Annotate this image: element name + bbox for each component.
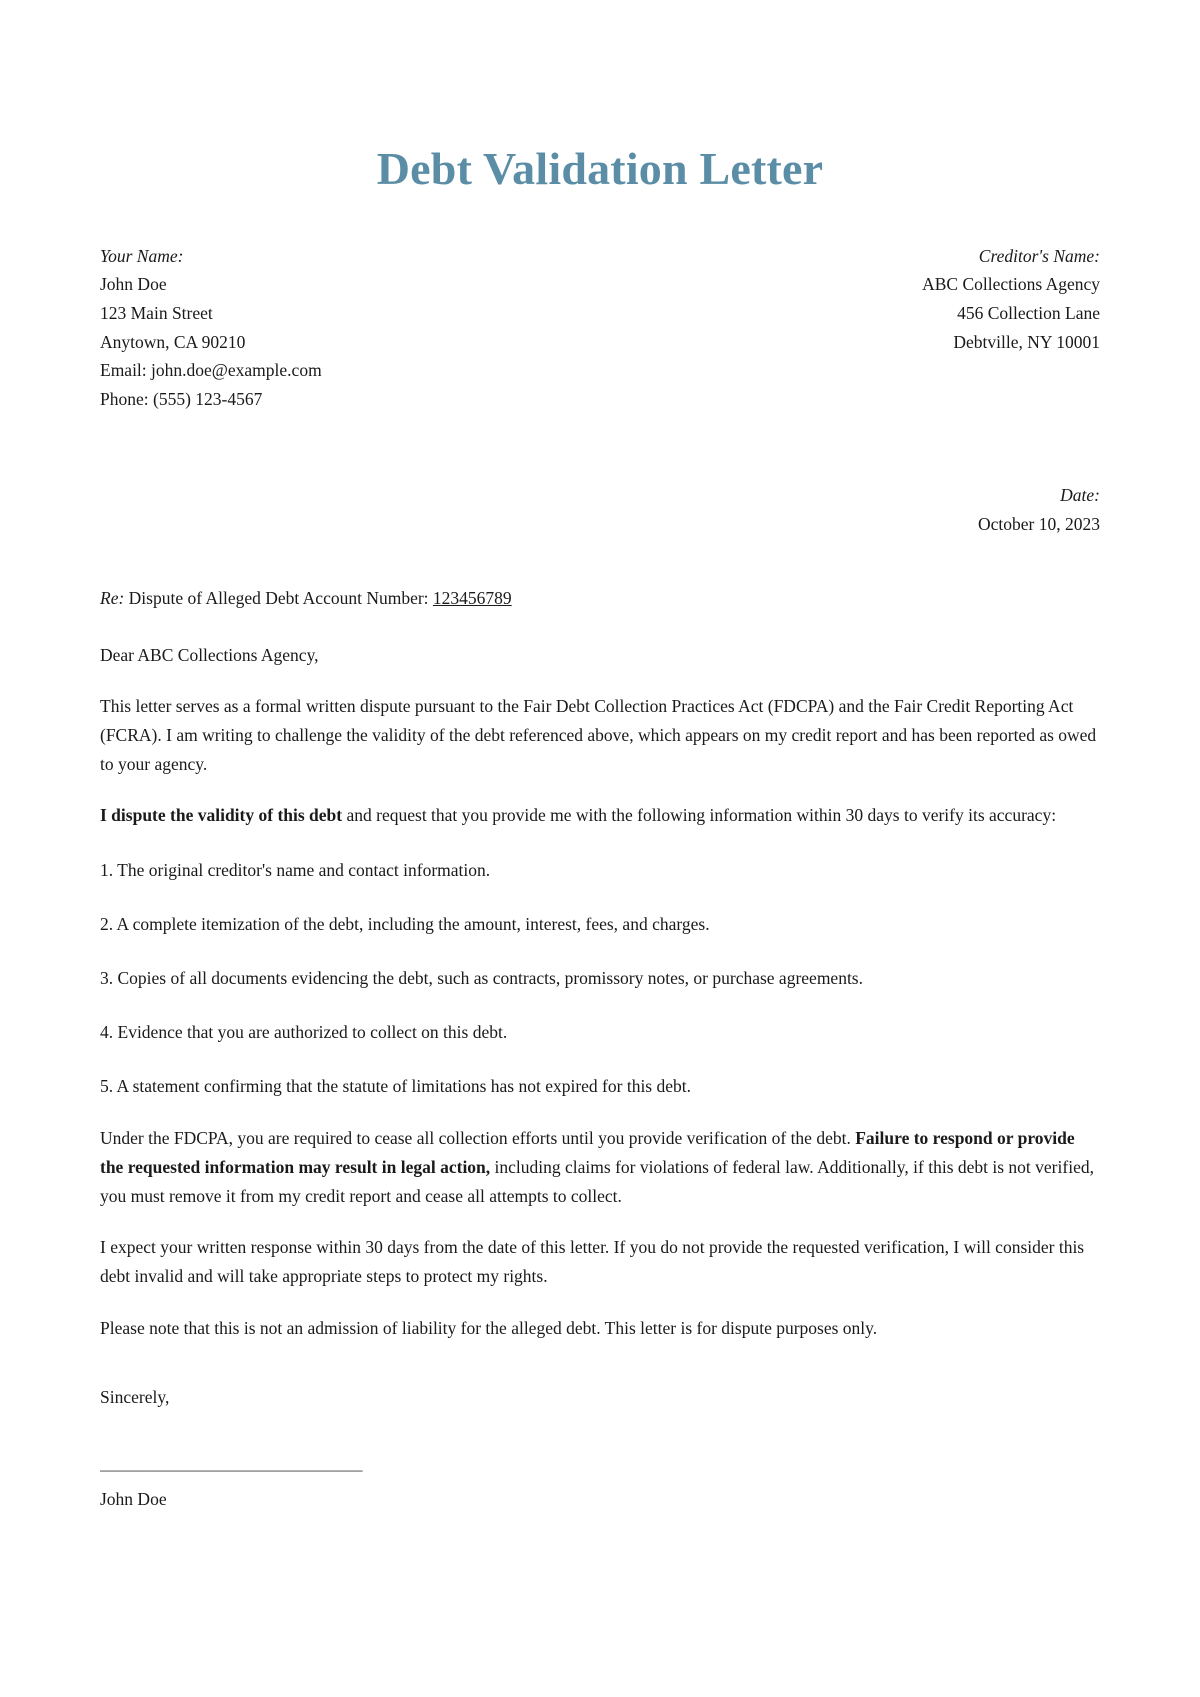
sender-email: Email: john.doe@example.com [100,360,322,381]
page-title: Debt Validation Letter [376,143,824,194]
list-item: 3. Copies of all documents evidencing the debt, such as contracts, promissory notes, or purchase agreements. [100,968,863,989]
salutation: Dear ABC Collections Agency, [100,645,319,666]
recipient-name: ABC Collections Agency [922,274,1100,295]
sender-name: John Doe [100,274,167,295]
closing-salutation: Sincerely, [100,1386,170,1407]
date-value: October 10, 2023 [978,514,1100,535]
recipient-street: 456 Collection Lane [957,303,1100,324]
sender-city-state-zip: Anytown, CA 90210 [100,331,246,352]
list-item: 5. A statement confirming that the statute of limitations has not expired for this debt. [100,1076,692,1097]
sender-street: 123 Main Street [100,303,213,324]
account-number: 123456789 [432,587,512,608]
list-item: 1. The original creditor's name and contact information. [100,859,491,880]
list-item: 4. Evidence that you are authorized to collect on this debt. [100,1022,508,1043]
signature-line: ______________________________ [100,1453,363,1474]
recipient-address-block [922,242,1100,356]
reference-text: Dispute of Alleged Debt Account Number: [128,587,429,608]
fdcpa-bold-text: Failure to respond or provide the requested information may result in legal action, [100,1127,1075,1177]
bottom-spacer [100,1514,1100,1634]
recipient-city-state-zip: Debtville, NY 10001 [953,331,1100,352]
intro-paragraph: This letter serves as a formal written dispute pursuant to the Fair Debt Collection Practices Act (FDCPA) and the Fair Credit Reporting Act (FCRA). I am writing to challenge the validity of the debt referenced above, which appears on my credit report and has been reported as owed to your agency. [100,695,1097,775]
dispute-rest-text: and request that you provide me with the following information within 30 days to verify its accuracy: [342,805,1057,826]
disclaimer-paragraph: Please note that this is not an admission of liability for the alleged debt. This letter is for dispute purposes only. [100,1317,878,1338]
date-label: Date: [1060,485,1100,506]
reference-label: Re: [100,587,125,608]
fdcpa-paragraph [100,1124,1100,1212]
recipient-label: Creditor's Name: [978,245,1100,266]
dispute-bold-text: I dispute the validity of this debt [100,805,343,826]
fdcpa-start-text: Under the FDCPA, you are required to cease all collection efforts until you provide verification of the debt. [100,1127,856,1148]
address-row [100,242,1100,414]
list-item: 2. A complete itemization of the debt, including the amount, interest, fees, and charges. [100,913,710,934]
date-block [100,481,1100,538]
fdcpa-end-text: including claims for violations of federal law. Additionally, if this debt is not verified, you must remove it from my credit report and cease all attempts to collect. [100,1156,1094,1207]
reference-line [100,584,1100,613]
sender-address-block [100,242,322,414]
signature-name: John Doe [100,1489,167,1510]
response-expectation-paragraph: I expect your written response within 30 days from the date of this letter. If you do not provide the requested verification, I will consider this debt invalid and will take appropriate steps to protect my rights. [100,1237,1085,1287]
sender-label: Your Name: [100,245,184,266]
sender-phone: Phone: (555) 123-4567 [100,388,263,409]
dispute-paragraph [100,801,1100,830]
